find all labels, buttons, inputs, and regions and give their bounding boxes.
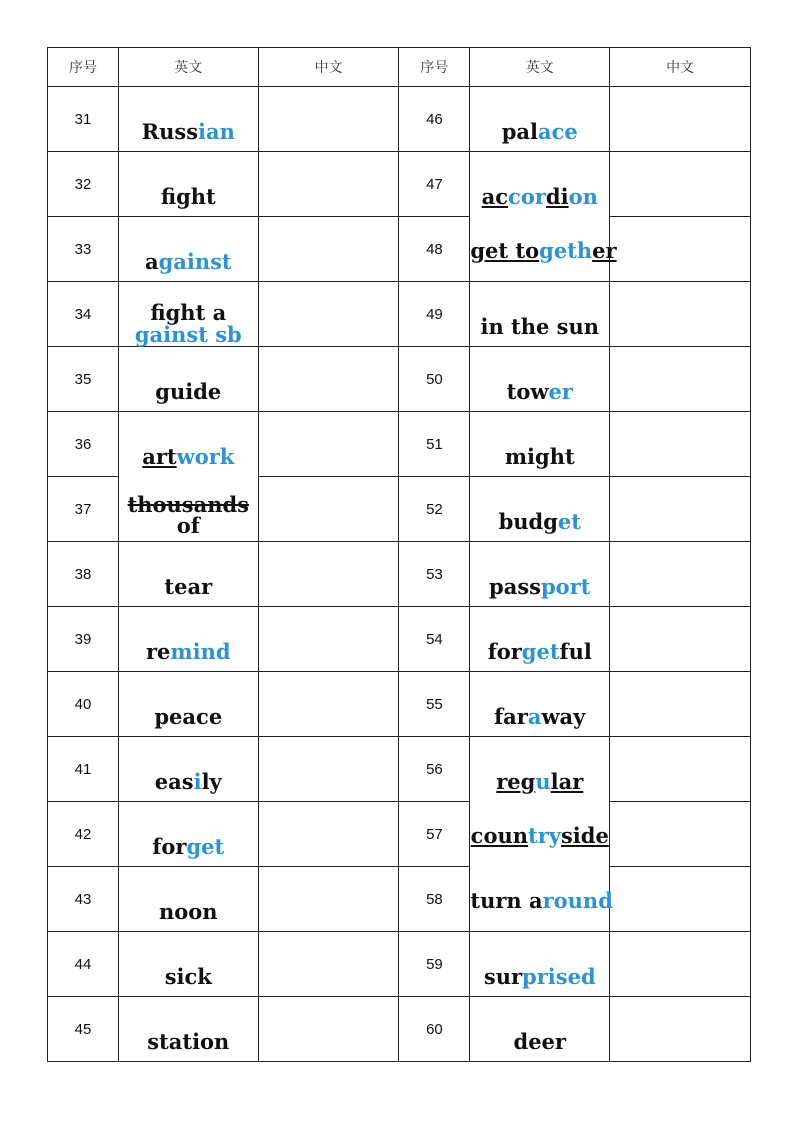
chinese-answer-cell[interactable] (258, 87, 399, 152)
item-number: 53 (426, 566, 443, 583)
english-word (119, 672, 258, 728)
table-row (48, 607, 751, 672)
item-number: 60 (426, 1021, 443, 1038)
item-number: 36 (74, 436, 92, 453)
item-number: 58 (426, 891, 443, 908)
word-syllable: sur (483, 964, 523, 989)
word-syllable: er (592, 238, 617, 263)
table-body (48, 87, 751, 1062)
highlighted-syllable: gainst (158, 249, 232, 274)
item-number: 46 (426, 111, 443, 128)
english-word (470, 282, 609, 338)
chinese-answer-cell[interactable] (258, 412, 399, 477)
highlighted-syllable: round (542, 888, 613, 913)
chinese-answer-cell[interactable] (610, 477, 751, 542)
english-word (470, 87, 609, 143)
word-syllable: a (144, 249, 159, 274)
table-row (48, 932, 751, 997)
highlighted-syllable: gainst sb (134, 322, 242, 347)
word-syllable: tow (506, 379, 549, 404)
header-english-right: 英文 (470, 48, 610, 87)
english-word (470, 542, 609, 598)
word-syllable: of (176, 513, 200, 538)
english-word-cell (118, 542, 258, 607)
word-syllable: way (541, 704, 586, 729)
english-word (470, 997, 609, 1053)
chinese-answer-cell[interactable] (610, 997, 751, 1062)
item-number-cell (399, 607, 470, 672)
item-number-cell (48, 477, 119, 542)
chinese-answer-cell[interactable] (258, 347, 399, 412)
english-word-cell (118, 282, 258, 347)
highlighted-syllable: ian (198, 119, 235, 144)
item-number: 32 (74, 176, 92, 193)
word-syllable: tear (164, 574, 213, 599)
item-number-cell (48, 542, 119, 607)
item-number: 34 (74, 306, 92, 323)
table-header-row (48, 48, 751, 87)
chinese-answer-cell[interactable] (258, 737, 399, 802)
chinese-answer-cell[interactable] (258, 477, 399, 542)
item-number-cell (399, 802, 470, 867)
chinese-answer-cell[interactable] (610, 87, 751, 152)
english-word-cell (118, 217, 258, 282)
chinese-answer-cell[interactable] (610, 152, 751, 217)
english-word (119, 412, 258, 468)
english-word-cell (118, 802, 258, 867)
highlighted-syllable: er (548, 379, 573, 404)
word-syllable: in the sun (480, 314, 600, 339)
english-word (119, 217, 258, 273)
english-word-cell (118, 412, 258, 542)
item-number: 39 (74, 631, 92, 648)
item-number: 49 (426, 306, 443, 323)
item-number-cell (399, 217, 470, 282)
english-word-cell (118, 997, 258, 1062)
item-number: 55 (426, 696, 443, 713)
english-word-cell (118, 672, 258, 737)
word-syllable: for (487, 639, 522, 664)
english-word (119, 932, 258, 988)
word-syllable: noon (159, 899, 218, 924)
item-number-cell (48, 412, 119, 477)
english-word-cell (470, 737, 613, 932)
item-number-cell (48, 737, 119, 802)
item-number: 38 (74, 566, 92, 583)
chinese-answer-cell[interactable] (258, 802, 399, 867)
english-word-cell (470, 477, 610, 542)
item-number-cell (48, 802, 119, 867)
item-number-cell (48, 217, 119, 282)
english-word-cell (118, 607, 258, 672)
item-number-cell (399, 87, 470, 152)
word-syllable: deer (513, 1029, 566, 1054)
english-word-cell (118, 87, 258, 152)
english-word (119, 802, 258, 858)
english-word (470, 737, 609, 793)
header-number-left: 序号 (48, 48, 119, 87)
item-number-cell (399, 737, 470, 802)
item-number: 54 (426, 631, 443, 648)
item-number-cell (48, 87, 119, 152)
english-word (119, 87, 258, 143)
english-word (119, 867, 258, 923)
english-word-cell (470, 672, 610, 737)
english-word (119, 282, 258, 346)
item-number-cell (48, 282, 119, 347)
english-word-cell (470, 607, 610, 672)
word-syllable: coun (470, 823, 529, 848)
item-number-cell (399, 282, 470, 347)
english-word (119, 737, 258, 793)
item-number: 48 (426, 241, 443, 258)
highlighted-syllable: prised (522, 964, 596, 989)
word-syllable: pass (489, 574, 541, 599)
highlighted-syllable: geth (539, 238, 593, 263)
highlighted-syllable: cor (508, 184, 546, 209)
chinese-answer-cell[interactable] (610, 737, 751, 802)
table-row (48, 347, 751, 412)
word-syllable: for (152, 834, 187, 859)
item-number: 51 (426, 436, 443, 453)
word-syllable: guide (155, 379, 222, 404)
item-number: 59 (426, 956, 443, 973)
chinese-answer-cell[interactable] (258, 217, 399, 282)
english-word (119, 542, 258, 598)
item-number: 44 (74, 956, 92, 973)
chinese-answer-cell[interactable] (258, 152, 399, 217)
word-syllable: far (494, 704, 528, 729)
english-word-cell (470, 87, 610, 152)
item-number-cell (399, 542, 470, 607)
chinese-answer-cell[interactable] (610, 867, 751, 932)
item-number: 31 (74, 111, 92, 128)
word-syllable: re (145, 639, 171, 664)
word-syllable: ful (559, 639, 592, 664)
item-number: 41 (74, 761, 92, 778)
item-number: 40 (74, 696, 92, 713)
item-number-cell (48, 867, 119, 932)
english-word (119, 494, 258, 536)
word-syllable: art (142, 444, 177, 469)
word-syllable: pal (501, 119, 539, 144)
english-word-cell (470, 152, 617, 282)
word-syllable: budg (498, 509, 558, 534)
item-number-cell (399, 932, 470, 997)
header-chinese-left: 中文 (258, 48, 399, 87)
item-number-cell (48, 347, 119, 412)
table-row (48, 802, 751, 867)
word-syllable: di (545, 184, 569, 209)
word-syllable: side (560, 823, 609, 848)
item-number-cell (48, 607, 119, 672)
word-syllable: station (147, 1029, 230, 1054)
item-number: 43 (74, 891, 92, 908)
word-syllable: Russ (141, 119, 199, 144)
english-word (470, 888, 613, 913)
english-word (119, 347, 258, 403)
english-word-cell (470, 932, 610, 997)
item-number-cell (48, 932, 119, 997)
item-number-cell (48, 152, 119, 217)
chinese-answer-cell[interactable] (610, 217, 751, 282)
item-number-cell (399, 867, 470, 932)
highlighted-syllable: port (540, 574, 591, 599)
english-word (119, 997, 258, 1053)
english-word (470, 932, 609, 988)
english-word-cell (118, 932, 258, 997)
item-number-cell (399, 997, 470, 1062)
highlighted-syllable: mind (170, 639, 231, 664)
chinese-answer-cell[interactable] (258, 932, 399, 997)
item-number: 52 (426, 501, 443, 518)
item-number-cell (399, 152, 470, 217)
header-chinese-right: 中文 (610, 48, 751, 87)
highlighted-syllable: ace (538, 119, 578, 144)
table-row (48, 282, 751, 347)
highlighted-syllable: try (528, 823, 561, 848)
header-number-right: 序号 (399, 48, 470, 87)
item-number: 33 (74, 241, 92, 258)
item-number-cell (399, 347, 470, 412)
chinese-answer-cell[interactable] (610, 672, 751, 737)
word-syllable: turn a (470, 888, 543, 913)
item-number-cell (48, 672, 119, 737)
vocabulary-table (47, 47, 751, 1062)
chinese-answer-cell[interactable] (610, 607, 751, 672)
english-word (119, 152, 258, 208)
table-row (48, 412, 751, 477)
highlighted-syllable: a (527, 704, 542, 729)
chinese-answer-cell[interactable] (610, 282, 751, 347)
highlighted-syllable: work (176, 444, 235, 469)
english-word (119, 607, 258, 663)
highlighted-syllable: et (557, 509, 581, 534)
word-syllable: get to (470, 238, 540, 263)
english-word-cell (118, 347, 258, 412)
chinese-answer-cell[interactable] (610, 347, 751, 412)
table-row (48, 87, 751, 152)
english-word (470, 152, 609, 208)
chinese-answer-cell[interactable] (258, 282, 399, 347)
word-syllable: lar (550, 769, 584, 794)
chinese-answer-cell[interactable] (258, 867, 399, 932)
item-number: 37 (74, 501, 92, 518)
vocabulary-sheet (47, 47, 751, 1064)
table-row (48, 542, 751, 607)
english-word-cell (118, 152, 258, 217)
chinese-answer-cell[interactable] (258, 997, 399, 1062)
table-row (48, 672, 751, 737)
item-number-cell (399, 412, 470, 477)
chinese-answer-cell[interactable] (610, 802, 751, 867)
item-number-cell (399, 672, 470, 737)
chinese-answer-cell[interactable] (610, 932, 751, 997)
word-syllable: fight (160, 184, 216, 209)
english-word (470, 347, 609, 403)
item-number: 56 (426, 761, 443, 778)
english-word-cell (470, 412, 610, 477)
highlighted-syllable: u (535, 769, 551, 794)
word-syllable: fight a (150, 300, 227, 325)
chinese-answer-cell[interactable] (258, 672, 399, 737)
table-row (48, 737, 751, 802)
english-word (470, 412, 609, 468)
english-word-cell (118, 737, 258, 802)
highlighted-syllable: get (186, 834, 225, 859)
header-english-left: 英文 (118, 48, 258, 87)
item-number: 50 (426, 371, 443, 388)
english-word (470, 607, 609, 663)
english-word-cell (470, 347, 610, 412)
chinese-answer-cell[interactable] (610, 412, 751, 477)
item-number-cell (48, 997, 119, 1062)
chinese-answer-cell[interactable] (610, 542, 751, 607)
word-syllable: ac (481, 184, 509, 209)
word-syllable: peace (154, 704, 223, 729)
item-number: 45 (74, 1021, 92, 1038)
highlighted-syllable: i (193, 769, 202, 794)
chinese-answer-cell[interactable] (258, 542, 399, 607)
word-syllable: sick (164, 964, 212, 989)
word-syllable: might (504, 444, 575, 469)
english-word (470, 825, 609, 847)
highlighted-syllable: on (568, 184, 598, 209)
english-word (470, 238, 617, 263)
table-row (48, 867, 751, 932)
item-number: 57 (426, 826, 443, 843)
item-number: 42 (74, 826, 92, 843)
english-word (470, 477, 609, 533)
word-syllable: eas (154, 769, 194, 794)
table-row (48, 997, 751, 1062)
english-word-cell (118, 867, 258, 932)
english-word-cell (470, 282, 610, 347)
highlighted-syllable: get (521, 639, 560, 664)
word-syllable: thousands (127, 492, 250, 517)
table-row (48, 217, 751, 282)
item-number: 35 (74, 371, 92, 388)
english-word-cell (470, 542, 610, 607)
item-number: 47 (426, 176, 443, 193)
chinese-answer-cell[interactable] (258, 607, 399, 672)
item-number-cell (399, 477, 470, 542)
english-word (470, 672, 609, 728)
english-word-cell (470, 997, 610, 1062)
word-syllable: reg (496, 769, 536, 794)
word-syllable: ly (201, 769, 222, 794)
table-row (48, 152, 751, 217)
